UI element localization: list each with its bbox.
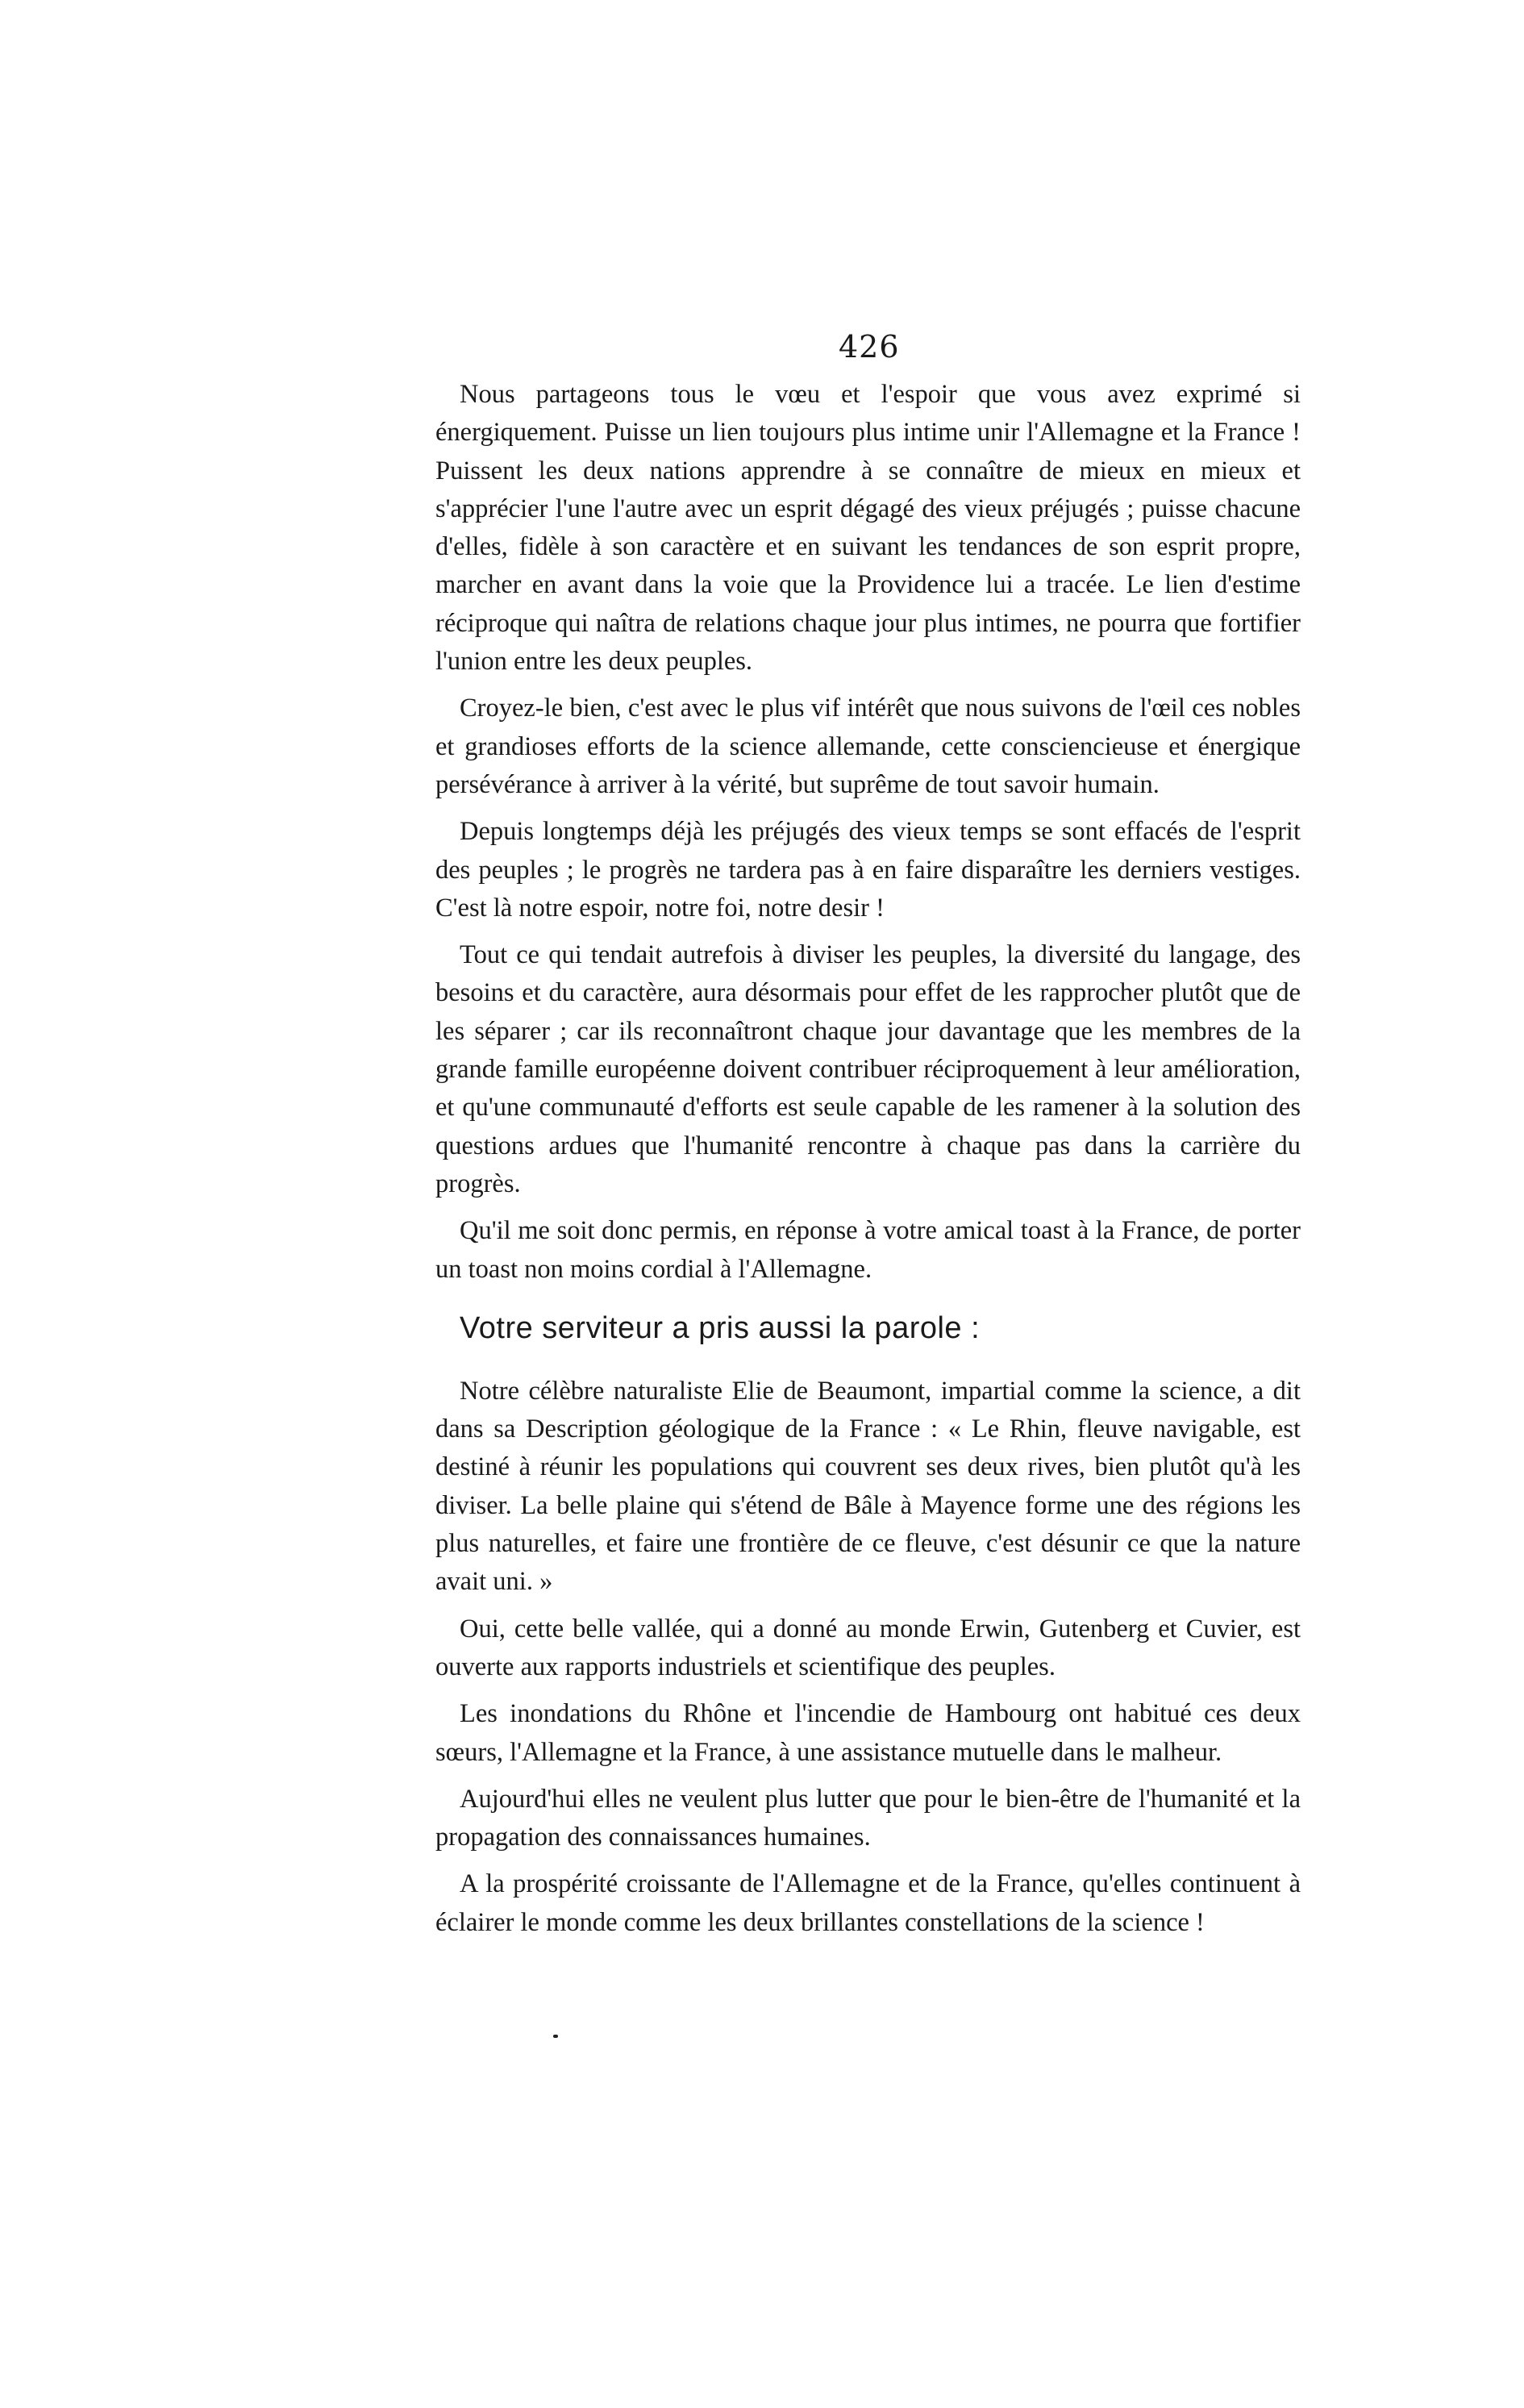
body-text bbox=[435, 376, 1301, 1951]
paragraph-beaumont-quote: Notre célèbre naturaliste Elie de Beaumont, impartial comme la science, a dit dans sa Description géologique de la France : « Le Rhin, fleuve navigable, est destiné à réunir les populations qui couvrent ses deux rives, bien plutôt qu'à les diviser. La belle plaine qui s'étend de Bâle à Mayence forme une des régions les plus naturelles, et faire une frontière de ce fleuve, c'est désunir ce que la nature avait uni. » bbox=[435, 1376, 1301, 1597]
section-heading: Votre serviteur a pris aussi la parole : bbox=[460, 1310, 981, 1345]
paragraph-prejudices: Depuis longtemps déjà les préjugés des vieux temps se sont effacés de l'esprit des peuples ; le progrès ne tardera pas à en faire disparaître les derniers vestiges. C'est là notre espoir, notre foi, notre desir ! bbox=[435, 817, 1301, 923]
ink-speck bbox=[553, 2035, 558, 2038]
paragraph-rhine-valley: Oui, cette belle vallée, qui a donné au monde Erwin, Gutenberg et Cuvier, est ouverte aux rapports industriels et scientifique des peuples. bbox=[435, 1614, 1301, 1681]
paragraph-union-wish: Nous partageons tous le vœu et l'espoir que vous avez exprimé si énergiquement. Puisse un lien toujours plus intime unir l'Allemagne et la France ! Puissent les deux nations apprendre à se connaître de mieux en mieux et s'apprécier l'une l'autre avec un esprit dégagé des vieux préjugés ; puisse chacune d'elles, fidèle à son caractère et en suivant les tendances de son esprit propre, marcher en avant dans la voie que la Providence lui a tracée. Le lien d'estime réciproque qui naîtra de relations chaque jour plus intimes, ne pourra que fortifier l'union entre les deux peuples. bbox=[435, 380, 1301, 677]
paragraph-european-family: Tout ce qui tendait autrefois à diviser les peuples, la diversité du langage, des besoins et du caractère, aura désormais pour effet de les rapprocher plutôt que de les séparer ; car ils reconnaîtront chaque jour davantage que les membres de la grande famille européenne doivent contribuer réciproquement à leur amélioration, et qu'une communauté d'efforts est seule capable de les ramener à la solution des questions ardues que l'humanité rencontre à chaque pas dans la carrière du progrès. bbox=[435, 940, 1301, 1198]
paragraph-german-science: Croyez-le bien, c'est avec le plus vif intérêt que nous suivons de l'œil ces nobles et grandioses efforts de la science allemande, cette consciencieuse et énergique persévérance à arriver à la vérité, but suprême de tout savoir humain. bbox=[435, 694, 1301, 799]
paragraph-closing-toast: A la prospérité croissante de l'Allemagne et de la France, qu'elles continuent à éclairer le monde comme les deux brillantes constellations de la science ! bbox=[435, 1869, 1301, 1937]
paragraph-toast: Qu'il me soit donc permis, en réponse à votre amical toast à la France, de porter un toast non moins cordial à l'Allemagne. bbox=[435, 1216, 1301, 1284]
page-number: 426 bbox=[839, 329, 900, 365]
paragraph-wellbeing: Aujourd'hui elles ne veulent plus lutter que pour le bien-être de l'humanité et la propagation des connaissances humaines. bbox=[435, 1784, 1301, 1852]
paragraph-floods: Les inondations du Rhône et l'incendie de Hambourg ont habitué ces deux sœurs, l'Allemagne et la France, à une assistance mutuelle dans le malheur. bbox=[435, 1699, 1301, 1767]
